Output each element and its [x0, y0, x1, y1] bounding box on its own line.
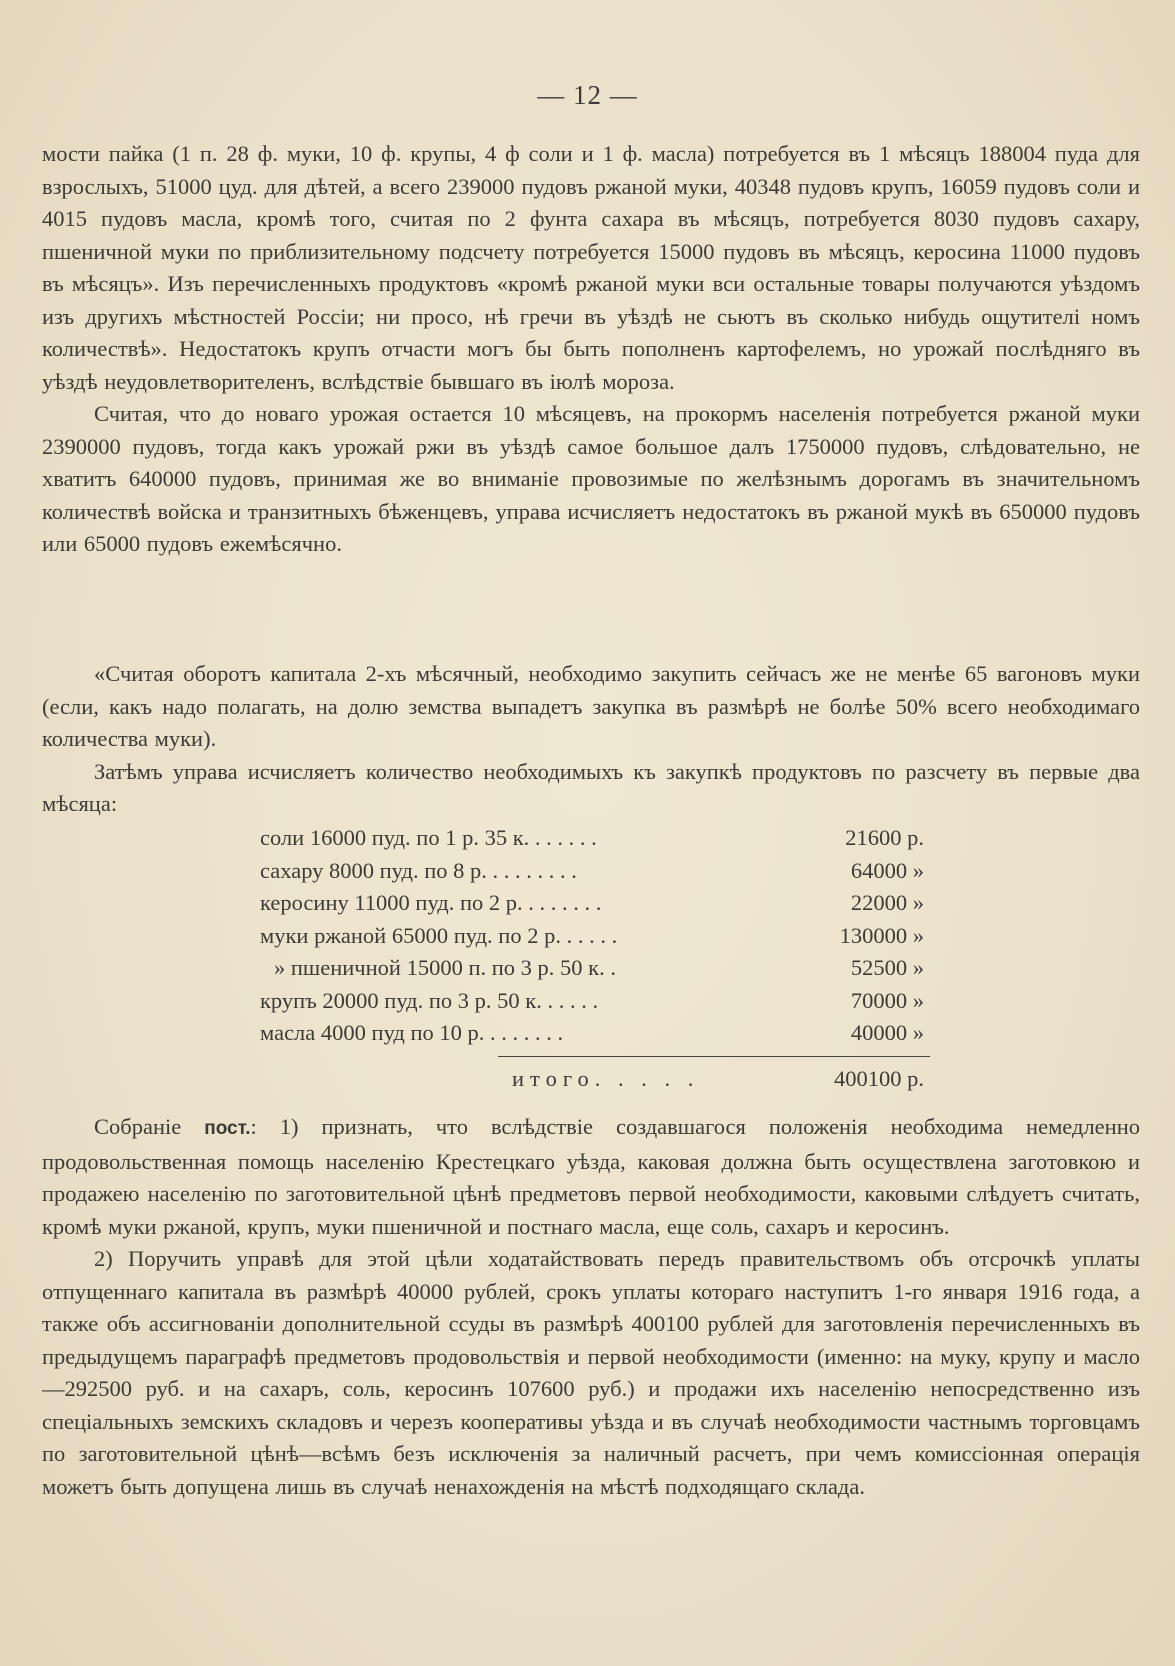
total-divider [498, 1056, 930, 1057]
table-row [260, 822, 930, 855]
page-number: — 12 — [537, 80, 638, 110]
table-row [260, 1017, 930, 1050]
paragraph: мости пайка (1 п. 28 ф. муки, 10 ф. крупы, 4 ф соли и 1 ф. масла) потребуется въ 1 мѣсяцъ 188004 пуда для взрослыхъ, 51000 цуд. для дѣтей, а всего 239000 пудовъ ржаной муки, 40348 пудовъ крупъ, 16059 пудовъ соли и 4015 пудовъ масла, кромѣ того, считая по 2 фунта сахара въ мѣсяцъ, потребуется 8030 пудовъ сахару, пшеничной муки по приблизительному подсчету потребуется 15000 пудовъ въ мѣсяцъ, керосина 11000 пудовъ въ мѣсяцъ». Изъ перечисленныхъ продуктовъ «кромѣ ржаной муки вси остальные товары получаются уѣздомъ изъ другихъ мѣстностей Россіи; ни просо, нѣ гречи въ уѣздѣ не сьютъ въ сколько нибудь ощутителі номъ количествѣ». Недостатокъ крупъ отчасти могъ бы быть пополненъ картофелемъ, но урожай послѣдняго въ уѣздѣ неудовлетворителенъ, вслѣдствіе бывшаго въ іюлѣ мороза. [42, 141, 1140, 394]
table-item: масла 4000 пуд по 10 р. . . . . . . . [260, 1020, 564, 1045]
table-amount: 70000 » [850, 987, 924, 1013]
table-row [260, 920, 930, 953]
resolution-text-1: : 1) признать, что вслѣдствіе создавшагося положенія необходима немедленно продовольственная помощь населенію Крестецкаго уѣзда, каковая должна быть осуществлена заготовкою и продажею населенію по заготовительной цѣнѣ предметовъ первой необходимости, каковыми слѣдуетъ считать, кромѣ муки ржаной, крупъ, муки пшеничной и постнаго масла, еще соль, сахаръ и керосинъ. [42, 1114, 1140, 1239]
resolution-lead: Собраніе [94, 1114, 182, 1139]
resolution-abbr: пост. [204, 1118, 251, 1139]
paragraph: Считая, что до новаго урожая остается 10 мѣсяцевъ, на прокормъ населенія потребуется ржаной муки 2390000 пудовъ, тогда какъ урожай ржи въ уѣздѣ самое большое далъ 1750000 пудовъ, слѣдовательно, не хватитъ 640000 пудовъ, принимая же во вниманіе провозимые по желѣзнымъ дорогамъ въ значительномъ количествѣ войска и транзитныхъ бѣженцевъ, управа исчисляетъ недостатокъ въ ржаной мукѣ въ 650000 пудовъ или 65000 пудовъ ежемѣсячно. [42, 401, 1140, 556]
table-total-row [260, 1063, 930, 1096]
table-item: керосину 11000 пуд. по 2 р. . . . . . . . [260, 890, 602, 915]
resolution-paragraph-1 [42, 1111, 1140, 1243]
table-row [260, 855, 930, 888]
text-block-resolution [42, 1111, 1140, 1503]
paragraph: Затѣмъ управа исчисляетъ количество необходимыхъ къ закупкѣ продуктовъ по разсчету въ первые два мѣсяца: [42, 758, 1140, 816]
table-amount: 52500 » [850, 955, 924, 980]
table-amount: 130000 » [839, 922, 924, 948]
table-amount: 40000 » [850, 1020, 924, 1045]
purchase-table [260, 822, 930, 1095]
table-amount: 21600 р. [845, 825, 924, 850]
text-block-middle [42, 658, 1140, 821]
total-label: итого. . . . . [512, 1065, 700, 1091]
table-row [260, 985, 930, 1018]
table-amount: 64000 » [850, 857, 924, 883]
table-item: муки ржаной 65000 пуд. по 2 р. . . . . . [260, 922, 618, 948]
table-row [260, 887, 930, 920]
table-item: » пшеничной 15000 п. по 3 р. 50 к. . [274, 955, 616, 980]
paragraph: «Считая оборотъ капитала 2-хъ мѣсячный, необходимо закупить сейчасъ же не менѣе 65 вагоновъ муки (если, какъ надо полагать, на долю земства выпадетъ закупка въ размѣрѣ не болѣе 50% всего необходимаго количества муки). [42, 661, 1140, 751]
table-amount: 22000 » [850, 890, 924, 915]
text-block-top [42, 138, 1140, 561]
table-row [260, 952, 930, 985]
total-amount: 400100 р. [834, 1065, 924, 1091]
table-item: крупъ 20000 пуд. по 3 р. 50 к. . . . . . [260, 987, 599, 1013]
table-item: сахару 8000 пуд. по 8 р. . . . . . . . . [260, 857, 577, 883]
table-item: соли 16000 пуд. по 1 р. 35 к. . . . . . . [260, 825, 597, 850]
resolution-paragraph-2: 2) Поручить управѣ для этой цѣли ходатайствовать передъ правительствомъ объ отсрочкѣ уплаты отпущеннаго капитала въ размѣрѣ 40000 рублей, срокъ уплаты котораго наступитъ 1-го января 1916 года, а также объ ассигнованіи дополнительной ссуды въ размѣрѣ 400100 рублей для заготовленія перечисленныхъ въ предыдущемъ параграфѣ предметовъ продовольствія и первой необходимости (именно: на муку, крупу и масло—292500 руб. и на сахаръ, соль, керосинъ 107600 руб.) и продажи ихъ населенію непосредственно изъ спеціальныхъ земскихъ складовъ и черезъ кооперативы уѣзда и въ случаѣ необходимости частнымъ торговцамъ по заготовительной цѣнѣ—всѣмъ безъ исключенія за наличный расчетъ, при чемъ комиссіонная операція можетъ быть допущена лишь въ случаѣ ненахожденія на мѣстѣ подходящаго склада. [42, 1246, 1140, 1499]
